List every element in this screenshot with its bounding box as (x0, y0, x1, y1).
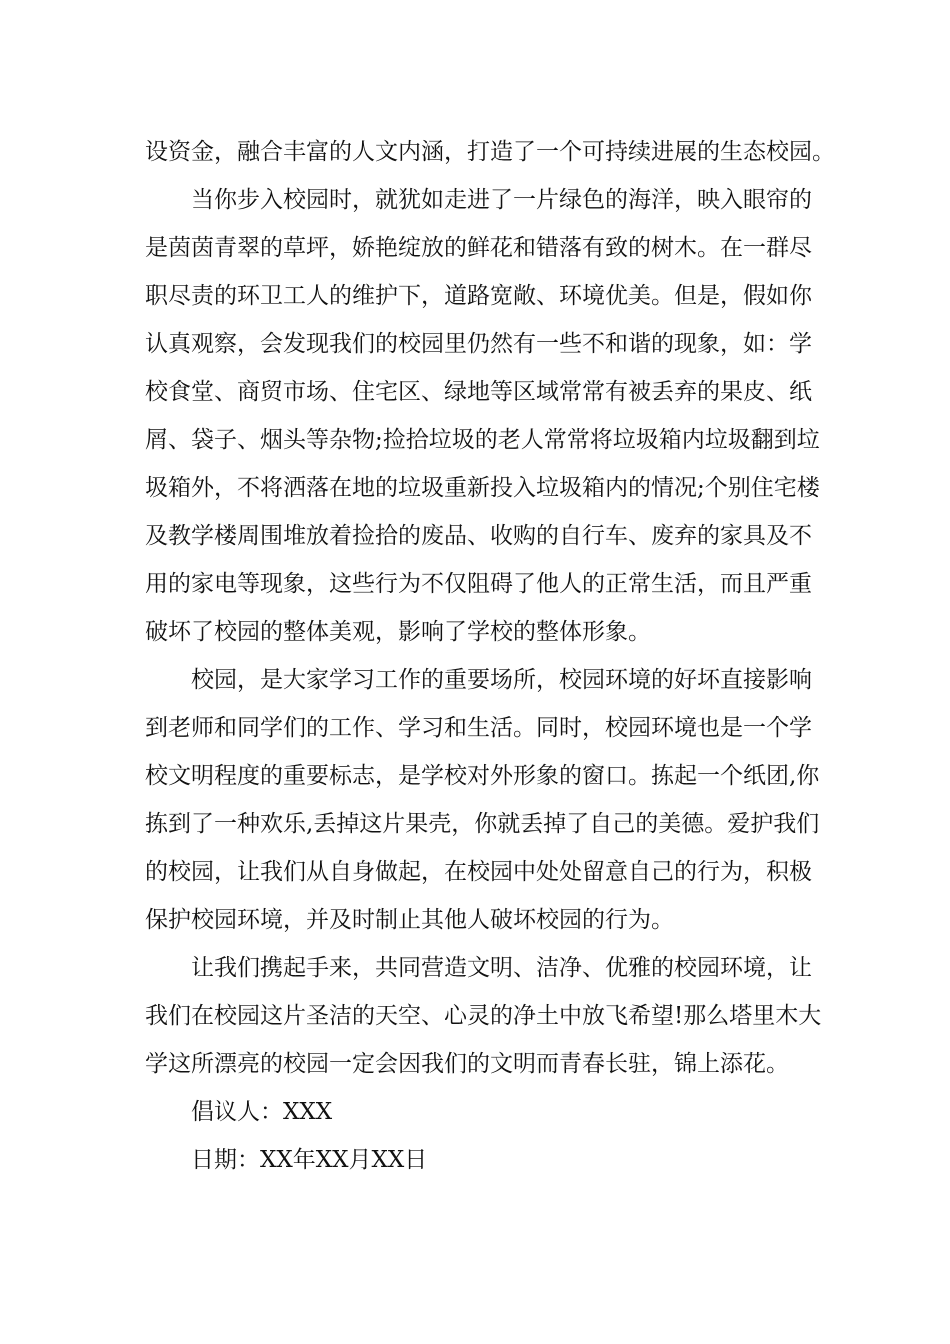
text-line: 保护校园环境，并及时制止其他人破坏校园的行为。 (145, 907, 674, 933)
text-line: 我们在校园这片圣洁的天空、心灵的净土中放飞希望!那么塔里木大 (145, 1003, 822, 1029)
text-line: 拣到了一种欢乐,丢掉这片果壳，你就丢掉了自己的美德。爱护我们 (145, 811, 820, 837)
text-line: 屑、袋子、烟头等杂物;捡拾垃圾的老人常常将垃圾箱内垃圾翻到垃 (145, 427, 820, 453)
paragraph-3 (145, 656, 820, 944)
text-line: 到老师和同学们的工作、学习和生活。同时，校园环境也是一个学 (145, 715, 812, 741)
proposer-line (145, 1088, 810, 1136)
text-line: 校园，是大家学习工作的重要场所，校园环境的好坏直接影响 (191, 667, 812, 693)
text-line: 认真观察，会发现我们的校园里仍然有一些不和谐的现象，如：学 (145, 331, 812, 357)
paragraph-2 (145, 176, 820, 656)
text-line: 校文明程度的重要标志，是学校对外形象的窗口。拣起一个纸团,你 (145, 763, 820, 789)
text-line: 及教学楼周围堆放着捡拾的废品、收购的自行车、废弃的家具及不 (145, 523, 812, 549)
paragraph-4 (145, 944, 822, 1088)
text-line: 学这所漂亮的校园一定会因我们的文明而青春长驻，锦上添花。 (145, 1051, 789, 1077)
date-line (145, 1136, 810, 1184)
text-line: 当你步入校园时，就犹如走进了一片绿色的海洋，映入眼帘的 (191, 187, 812, 213)
proposer-text: 倡议人：XXX (191, 1099, 333, 1125)
text-line: 用的家电等现象，这些行为不仅阻碍了他人的正常生活，而且严重 (145, 571, 812, 597)
text-line: 破坏了校园的整体美观，影响了学校的整体形象。 (145, 619, 651, 645)
text-line: 的校园，让我们从自身做起，在校园中处处留意自己的行为，积极 (145, 859, 812, 885)
text-line: 职尽责的环卫工人的维护下，道路宽敞、环境优美。但是，假如你 (145, 283, 812, 309)
date-text: 日期：XX年XX月XX日 (191, 1147, 428, 1173)
text-line: 校食堂、商贸市场、住宅区、绿地等区域常常有被丢弃的果皮、纸 (145, 379, 812, 405)
text-line: 让我们携起手来，共同营造文明、洁净、优雅的校园环境，让 (191, 955, 812, 981)
text-line: 是茵茵青翠的草坪，娇艳绽放的鲜花和错落有致的树木。在一群尽 (145, 235, 812, 261)
paragraph-1 (145, 128, 835, 176)
text-line: 设资金，融合丰富的人文内涵，打造了一个可持续进展的生态校园。 (145, 139, 835, 165)
document-body (145, 128, 835, 1184)
text-line: 圾箱外，不将洒落在地的垃圾重新投入垃圾箱内的情况;个别住宅楼 (145, 475, 820, 501)
